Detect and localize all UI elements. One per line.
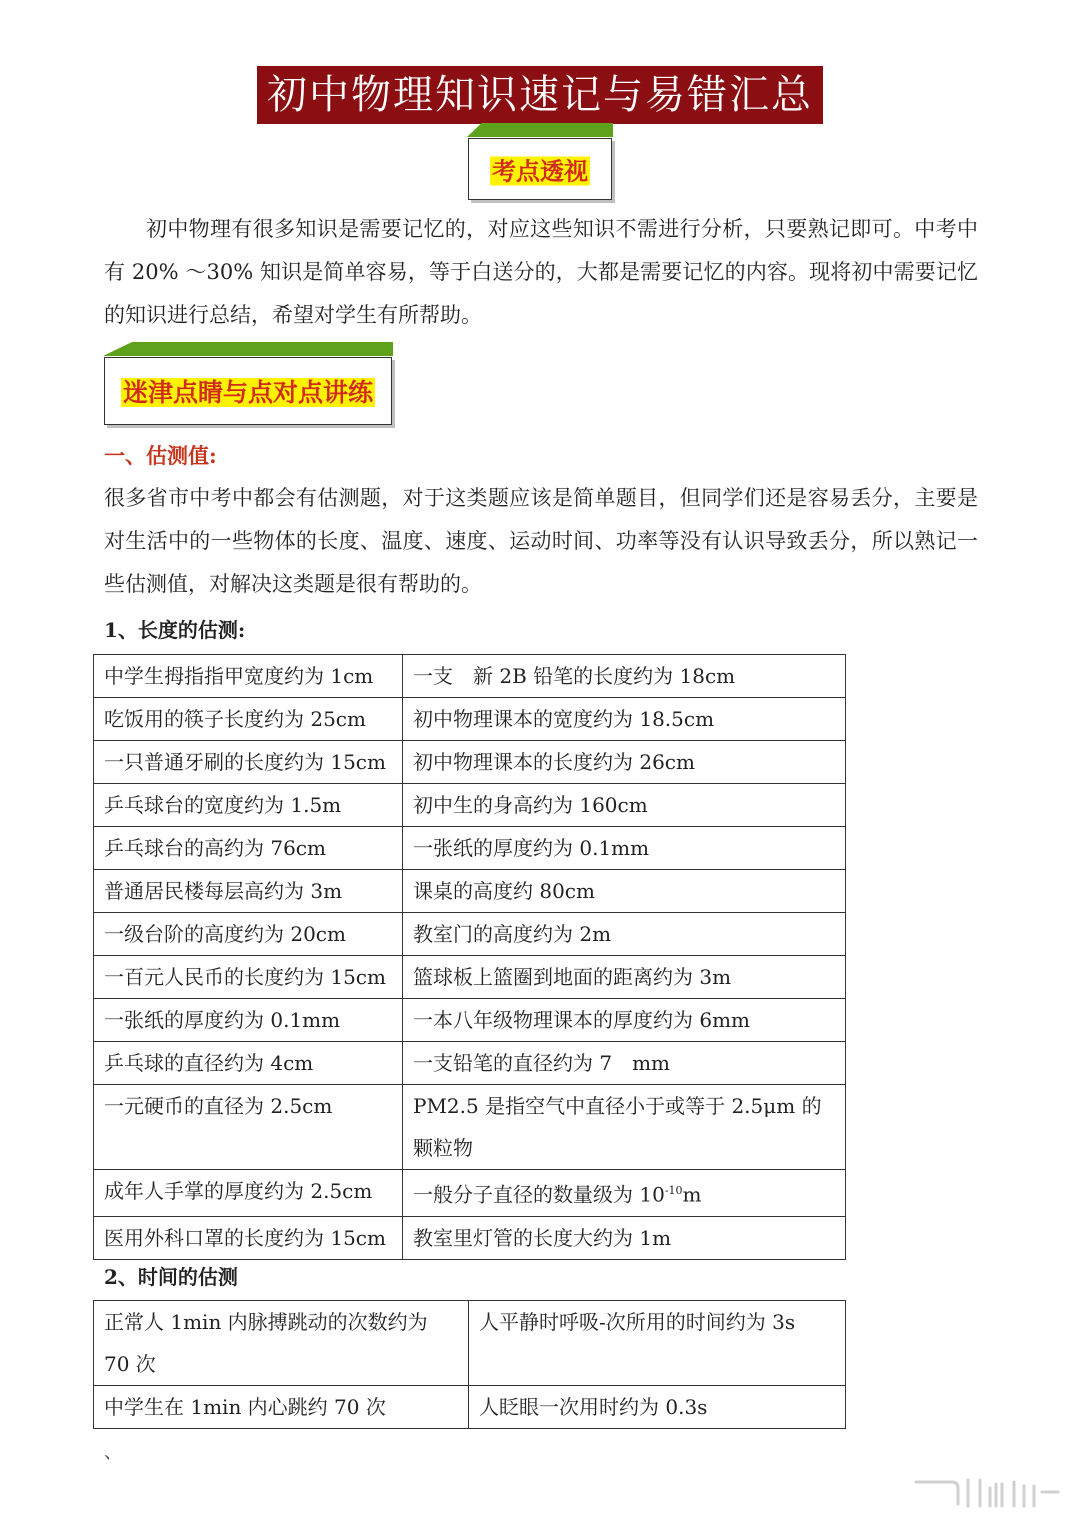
table-row: [94, 956, 846, 999]
table-cell: 一支 新 2B 铅笔的长度约为 18cm: [403, 655, 846, 698]
table-cell: 初中生的身高约为 160cm: [403, 784, 846, 827]
table-cell: 一张纸的厚度约为 0.1mm: [403, 827, 846, 870]
time-heading: 2、时间的估测: [104, 1265, 238, 1289]
section-heading-estimation: 一、估测值:: [104, 443, 217, 468]
table-row: [94, 1216, 846, 1259]
table-cell: 初中物理课本的宽度约为 18.5cm: [403, 698, 846, 741]
table-cell: 一本八年级物理课本的厚度约为 6mm: [403, 999, 846, 1042]
table-row: [94, 1085, 846, 1170]
table-row: [94, 913, 846, 956]
length-heading: 1、长度的估测:: [104, 618, 246, 642]
table-row: [94, 698, 846, 741]
table-cell: 乒乓球台的宽度约为 1.5m: [94, 784, 403, 827]
table-row: [94, 870, 846, 913]
intro-paragraph: 初中物理有很多知识是需要记忆的，对应这些知识不需进行分析，只要熟记即可。中考中有 20% ～30% 知识是简单容易，等于白送分的，大都是需要记忆的内容。现将初中需要记忆的知识进行总结，希望对学生有所帮助。: [104, 217, 978, 327]
table-cell: PM2.5 是指空气中直径小于或等于 2.5μm 的颗粒物: [403, 1085, 846, 1170]
table-row: [94, 827, 846, 870]
table-cell: 一支铅笔的直径约为 7 mm: [403, 1042, 846, 1085]
table-row: [94, 1170, 846, 1217]
unit: m: [682, 1182, 702, 1207]
table-cell: 一级台阶的高度约为 20cm: [94, 913, 403, 956]
table-cell: 中学生拇指指甲宽度约为 1cm: [94, 655, 403, 698]
table-cell: 一张纸的厚度约为 0.1mm: [94, 999, 403, 1042]
table-cell: 正常人 1min 内脉搏跳动的次数约为 70 次: [94, 1301, 469, 1386]
table-row: [94, 1042, 846, 1085]
exam-points-tag: [468, 138, 612, 200]
table-row: [94, 1301, 846, 1386]
exam-points-label: 考点透视: [492, 156, 588, 186]
estimation-paragraph: 很多省市中考中都会有估测题，对于这类题应该是简单题目，但同学们还是容易丢分，主要是对生活中的一些物体的长度、温度、速度、运动时间、功率等没有认识导致丢分，所以熟记一些估测值，对解决这类题是很有帮助的。: [104, 486, 978, 596]
practice-label: 迷津点睛与点对点讲练: [122, 378, 373, 407]
time-table: [93, 1300, 846, 1429]
table-cell: 成年人手掌的厚度约为 2.5cm: [94, 1170, 403, 1217]
table-cell: 教室门的高度约为 2m: [403, 913, 846, 956]
table-row: [94, 741, 846, 784]
page-title: 初中物理知识速记与易错汇总: [257, 66, 823, 124]
table-cell: 初中物理课本的长度约为 26cm: [403, 741, 846, 784]
table-cell: 中学生在 1min 内心跳约 70 次: [94, 1386, 469, 1429]
table-cell: 一元硬币的直径为 2.5cm: [94, 1085, 403, 1170]
table-row: [94, 999, 846, 1042]
table-cell: 吃饭用的筷子长度约为 25cm: [94, 698, 403, 741]
watermark-logo: [912, 1474, 1060, 1512]
table-cell: 普通居民楼每层高约为 3m: [94, 870, 403, 913]
table-cell: 人眨眼一次用时约为 0.3s: [469, 1386, 846, 1429]
table-row: [94, 1386, 846, 1429]
table-cell: 人平静时呼吸-次所用的时间约为 3s: [469, 1301, 846, 1386]
table-row: [94, 784, 846, 827]
table-row: [94, 655, 846, 698]
table-cell: 篮球板上篮圈到地面的距离约为 3m: [403, 956, 846, 999]
table-cell: 乒乓球台的高约为 76cm: [94, 827, 403, 870]
table-cell-text: 一般分子直径的数量级为 10: [413, 1182, 665, 1207]
table-cell: 乒乓球的直径约为 4cm: [94, 1042, 403, 1085]
trailing-mark: 、: [104, 1442, 122, 1463]
exponent: -10: [664, 1184, 683, 1197]
table-cell: [403, 1170, 846, 1217]
table-cell: 课桌的高度约 80cm: [403, 870, 846, 913]
table-cell: 一百元人民币的长度约为 15cm: [94, 956, 403, 999]
practice-tag: [104, 357, 392, 425]
table-cell: 医用外科口罩的长度约为 15cm: [94, 1216, 403, 1259]
table-cell: 教室里灯管的长度大约为 1m: [403, 1216, 846, 1259]
tag-green-bar: [467, 123, 613, 137]
tag-green-bar: [103, 342, 393, 356]
table-cell: 一只普通牙刷的长度约为 15cm: [94, 741, 403, 784]
length-table: [93, 654, 846, 1260]
